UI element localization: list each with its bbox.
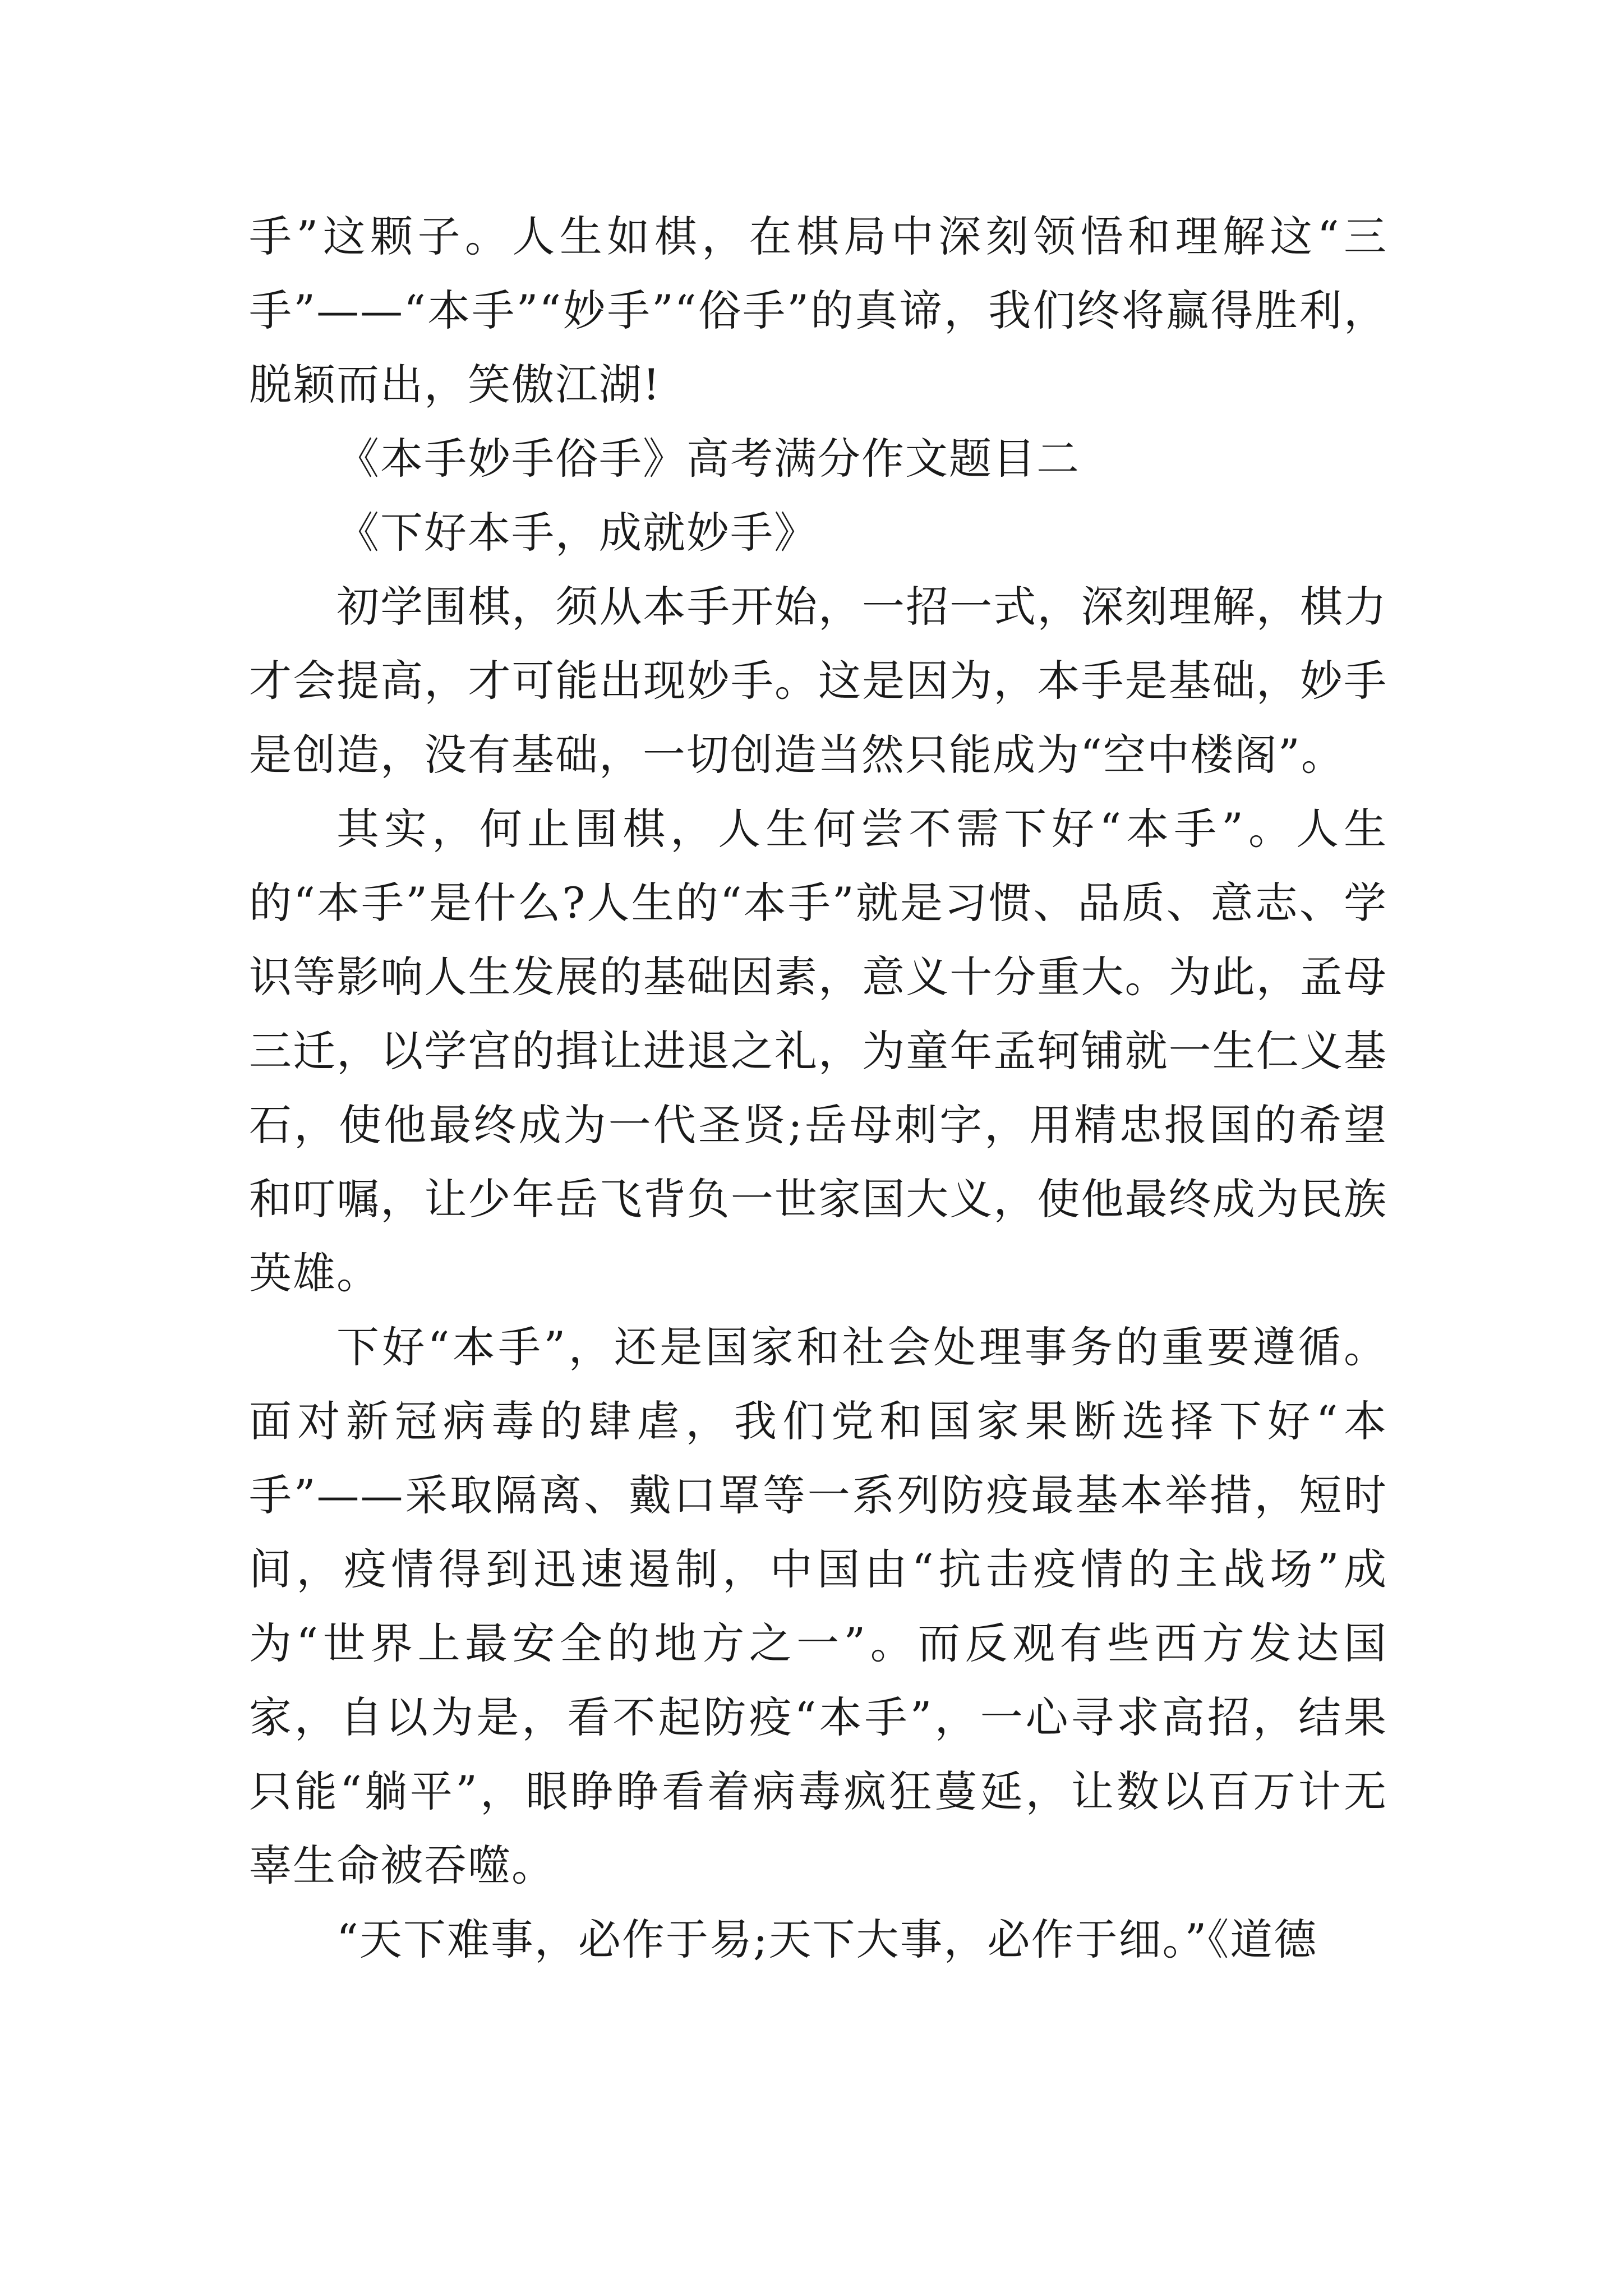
- paragraph-life-basics: 其实，何止围棋，人生何尝不需下好“本手”。人生的“本手”是什么?人生的“本手”就是习惯、品质、意志、学识等影响人生发展的基础因素，意义十分重大。为此，孟母三迁，以学宫的揖让进退之礼，为童年孟轲铺就一生仁义基石，使他最终成为一代圣贤;岳母刺字，用精忠报国的希望和叮嘱，让少年岳飞背负一世家国大义，使他最终成为民族英雄。: [249, 804, 1387, 1298]
- paragraph-go-basics: 初学围棋，须从本手开始，一招一式，深刻理解，棋力才会提高，才可能出现妙手。这是因为，本手是基础，妙手是创造，没有基础，一切创造当然只能成为“空中楼阁”。: [249, 582, 1387, 780]
- essay-title-line: 《本手妙手俗手》高考满分作文题目二: [336, 434, 1080, 484]
- document-body: [249, 200, 1387, 1977]
- paragraph-continuation: 手”这颗子。人生如棋，在棋局中深刻领悟和理解这“三手”——“本手”“妙手”“俗手”的真谛，我们终将赢得胜利，脱颖而出，笑傲江湖!: [249, 211, 1387, 409]
- paragraph-quote: “天下难事，必作于易;天下大事，必作于细。”《道德: [336, 1915, 1318, 1964]
- essay-subtitle-line: 《下好本手，成就妙手》: [336, 508, 818, 558]
- paragraph-national-basics: 下好“本手”，还是国家和社会处理事务的重要遵循。面对新冠病毒的肆虐，我们党和国家果断选择下好“本手”——采取隔离、戴口罩等一系列防疫最基本举措，短时间，疫情得到迅速遏制，中国由“抗击疫情的主战场”成为“世界上最安全的地方之一”。而反观有些西方发达国家，自以为是，看不起防疫“本手”，一心寻求高招，结果只能“躺平”，眼睁睁看着病毒疯狂蔓延，让数以百万计无辜生命被吞噬。: [249, 1322, 1387, 1890]
